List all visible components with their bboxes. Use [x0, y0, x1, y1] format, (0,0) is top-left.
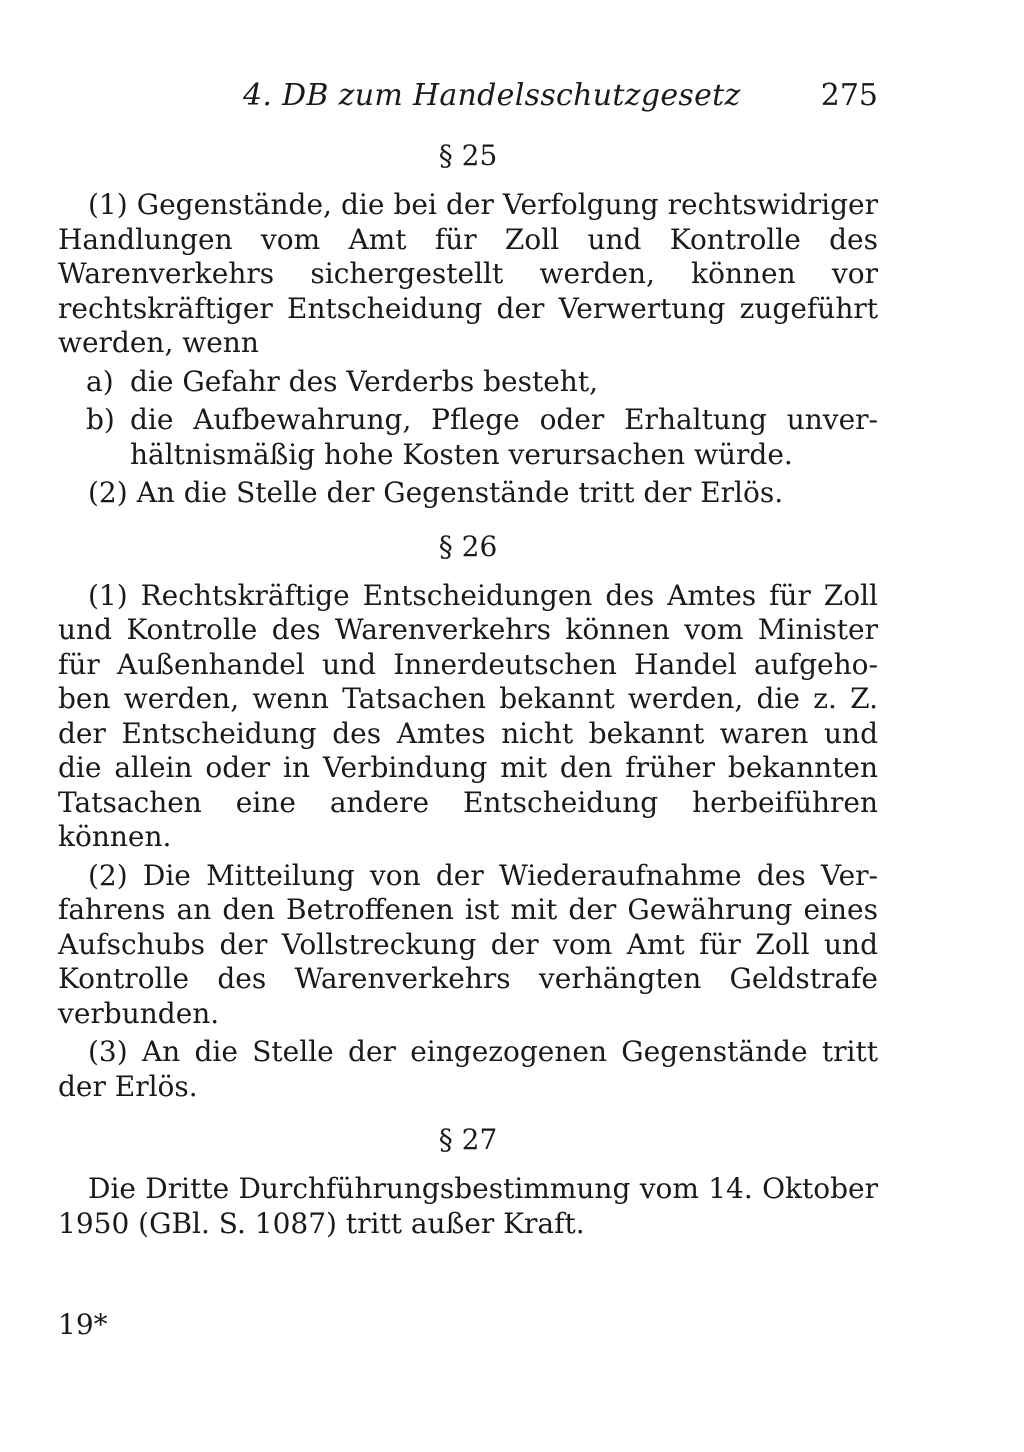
- section-27: [58, 1122, 878, 1241]
- running-head: [58, 78, 878, 128]
- section-heading: § 27: [438, 1123, 498, 1156]
- paragraph-26-3: (3) An die Stelle der eingezogenen Gegenstände tritt der Erlös.: [58, 1035, 878, 1103]
- list-item-text: die Gefahr des Verderbs besteht,: [130, 364, 598, 398]
- paragraph-27: Die Dritte Durchführungsbestimmung vom 14. Oktober 1950 (GBl. S. 1087) tritt außer Kraft.: [58, 1172, 878, 1240]
- paragraph-26-1: (1) Rechtskräftige Entscheidungen des Amtes für Zoll und Kontrolle des Warenverkehrs können vom Minister für Außenhandel und Innerdeutschen Handel aufgehoben werden, wenn Tatsachen bekannt werden, die z. Z. der Entscheidung des Amtes nicht bekannt waren und die allein oder in Verbindung mit den früher bekannten Tatsachen eine andere Entscheidung herbeiführen können.: [58, 578, 878, 853]
- running-head-title: 4. DB zum Handelsschutzgesetz: [243, 78, 741, 113]
- paragraph-25-1: (1) Gegenstände, die bei der Verfolgung rechtswidriger Handlungen vom Amt für Zoll und Kontrolle des Warenverkehrs sichergestellt werden, können vor rechtskräftiger Entscheidung der Verwertung zugeführt werden, wenn: [58, 188, 878, 359]
- list-marker: b): [86, 403, 115, 436]
- document-page: [58, 78, 878, 1245]
- list-item-a: [58, 365, 878, 400]
- list-marker: a): [86, 364, 114, 398]
- list-item-b: [58, 403, 878, 472]
- section-25: [58, 138, 878, 511]
- printer-signature: 19*: [58, 1308, 108, 1341]
- section-26: [58, 529, 878, 1105]
- list-item-text: die Aufbewahrung, Pflege oder Erhaltung unverhältnismäßig hohe Kosten verursachen würde.: [130, 403, 878, 471]
- section-heading: § 26: [438, 529, 498, 563]
- page-number: 275: [820, 78, 878, 113]
- section-heading: § 25: [438, 139, 498, 172]
- paragraph-25-2: (2) An die Stelle der Gegenstände tritt der Erlös.: [88, 476, 784, 509]
- paragraph-26-2: (2) Die Mitteilung von der Wiederaufnahme des Verfahrens an den Betroffenen ist mit der Gewährung eines Aufschubs der Vollstreckung der vom Amt für Zoll und Kontrolle des Warenverkehrs verhängten Geldstrafe verbunden.: [58, 858, 878, 1030]
